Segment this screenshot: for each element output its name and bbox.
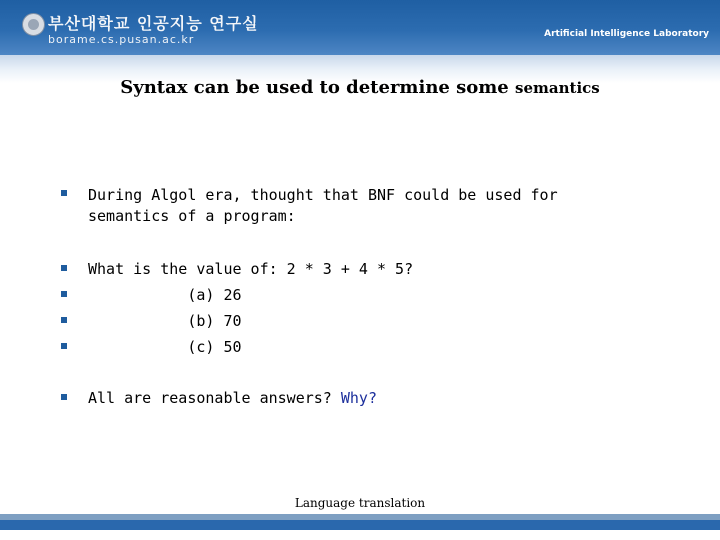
bullet-text-6-main: All are reasonable answers?: [88, 389, 332, 407]
lab-url: borame.cs.pusan.ac.kr: [48, 33, 195, 46]
university-logo-icon: [22, 13, 45, 36]
footer-bar-dark: [0, 520, 720, 530]
bullet-marker: [61, 291, 67, 297]
lab-name-english: Artificial Intelligence Laboratory: [544, 29, 709, 39]
bullet-marker: [61, 394, 67, 400]
bullet-text-3: (a) 26: [88, 286, 242, 304]
bullet-text-6: [88, 388, 377, 409]
slide-title-end: semantics: [515, 79, 600, 97]
bullet-marker: [61, 265, 67, 271]
bullet-text-5: (c) 50: [88, 338, 242, 356]
slide-title-main: Syntax can be used to determine some: [120, 77, 509, 98]
bullet-marker: [61, 190, 67, 196]
slide-title: [0, 77, 720, 98]
footer-text: Language translation: [294, 496, 426, 510]
bullet-text-2: What is the value of: 2 * 3 + 4 * 5?: [88, 260, 414, 278]
bullet-text-1: During Algol era, thought that BNF could be used for semantics of a program:: [88, 186, 558, 225]
bullet-marker: [61, 343, 67, 349]
lab-name-korean: 부산대학교 인공지능 연구실: [48, 14, 259, 33]
logo-emblem: [28, 19, 39, 30]
bullet-marker: [61, 317, 67, 323]
bullet-text-4: (b) 70: [88, 312, 242, 330]
why-question: Why?: [340, 389, 377, 407]
